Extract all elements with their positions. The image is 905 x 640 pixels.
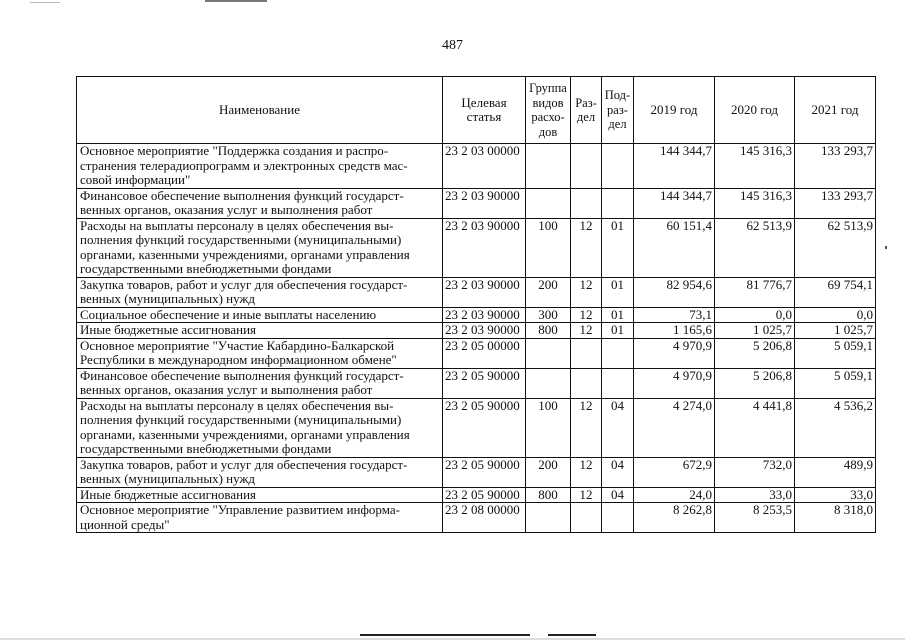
cell-2019: 73,1: [634, 307, 715, 323]
table-row: [77, 503, 876, 533]
scan-artifact-bottom-right: [548, 634, 596, 636]
cell-name: Закупка товаров, работ и услуг для обеспечения государст-венных (муниципальных) нужд: [77, 457, 443, 487]
cell-target-code: 23 2 05 00000: [443, 338, 526, 368]
cell-name: Финансовое обеспечение выполнения функций государст-венных органов, оказания услуг и выполнения работ: [77, 368, 443, 398]
cell-2020: 81 776,7: [715, 277, 795, 307]
cell-section: 12: [571, 457, 602, 487]
cell-name: Финансовое обеспечение выполнения функций государст-венных органов, оказания услуг и выполнения работ: [77, 188, 443, 218]
cell-subsection: [602, 144, 634, 189]
scan-artifact-bottom: [360, 634, 530, 636]
header-subsection: Под-раз-дел: [602, 77, 634, 144]
cell-target-code: 23 2 05 90000: [443, 487, 526, 503]
cell-name: Социальное обеспечение и иные выплаты населению: [77, 307, 443, 323]
cell-target-code: 23 2 05 90000: [443, 457, 526, 487]
cell-name: Основное мероприятие "Управление развитием информа-ционной среды": [77, 503, 443, 533]
table-body: [77, 144, 876, 533]
cell-2021: 5 059,1: [795, 368, 876, 398]
header-2021: 2021 год: [795, 77, 876, 144]
cell-section: 12: [571, 277, 602, 307]
scan-artifact-dot: [885, 246, 887, 249]
cell-2019: 60 151,4: [634, 218, 715, 277]
cell-2020: 62 513,9: [715, 218, 795, 277]
page-number: 487: [442, 38, 463, 53]
cell-expense-group: 800: [526, 487, 571, 503]
cell-2019: 144 344,7: [634, 188, 715, 218]
cell-2020: 145 316,3: [715, 188, 795, 218]
cell-2021: 33,0: [795, 487, 876, 503]
table-row: [77, 368, 876, 398]
table-row: [77, 218, 876, 277]
table-row: [77, 277, 876, 307]
cell-2019: 4 970,9: [634, 368, 715, 398]
cell-expense-group: 300: [526, 307, 571, 323]
cell-expense-group: [526, 503, 571, 533]
cell-2021: 133 293,7: [795, 144, 876, 189]
cell-section: 12: [571, 487, 602, 503]
cell-expense-group: [526, 144, 571, 189]
cell-name: Закупка товаров, работ и услуг для обеспечения государст-венных (муниципальных) нужд: [77, 277, 443, 307]
cell-subsection: 01: [602, 307, 634, 323]
cell-name: Иные бюджетные ассигнования: [77, 323, 443, 339]
cell-target-code: 23 2 03 90000: [443, 188, 526, 218]
table-row: [77, 487, 876, 503]
cell-2019: 24,0: [634, 487, 715, 503]
cell-2021: 62 513,9: [795, 218, 876, 277]
cell-2020: 33,0: [715, 487, 795, 503]
cell-2021: 5 059,1: [795, 338, 876, 368]
cell-2020: 5 206,8: [715, 368, 795, 398]
scan-artifact-top-left: [30, 2, 60, 3]
cell-2019: 1 165,6: [634, 323, 715, 339]
table-row: [77, 338, 876, 368]
cell-section: [571, 368, 602, 398]
cell-2019: 4 274,0: [634, 398, 715, 457]
cell-2021: 489,9: [795, 457, 876, 487]
header-2019: 2019 год: [634, 77, 715, 144]
cell-2020: 5 206,8: [715, 338, 795, 368]
cell-subsection: [602, 338, 634, 368]
cell-section: 12: [571, 218, 602, 277]
cell-2019: 8 262,8: [634, 503, 715, 533]
cell-subsection: 04: [602, 457, 634, 487]
cell-2019: 82 954,6: [634, 277, 715, 307]
cell-name: Расходы на выплаты персоналу в целях обеспечения вы-полнения функций государственными (муниципальными) органами, казенными учреждениями, органами управления государственными внебюджетными фондами: [77, 398, 443, 457]
cell-subsection: 01: [602, 323, 634, 339]
cell-subsection: 04: [602, 487, 634, 503]
cell-2019: 144 344,7: [634, 144, 715, 189]
cell-section: [571, 188, 602, 218]
table-header-row: [77, 77, 876, 144]
cell-section: [571, 503, 602, 533]
cell-2019: 672,9: [634, 457, 715, 487]
cell-subsection: 01: [602, 277, 634, 307]
cell-section: 12: [571, 398, 602, 457]
cell-target-code: 23 2 03 90000: [443, 323, 526, 339]
scan-artifact-top: [205, 0, 267, 2]
cell-expense-group: 100: [526, 218, 571, 277]
table-row: [77, 457, 876, 487]
cell-2021: 8 318,0: [795, 503, 876, 533]
cell-section: [571, 338, 602, 368]
cell-name: Расходы на выплаты персоналу в целях обеспечения вы-полнения функций государственными (муниципальными) органами, казенными учреждениями, органами управления государственными внебюджетными фондами: [77, 218, 443, 277]
cell-2020: 8 253,5: [715, 503, 795, 533]
cell-2021: 1 025,7: [795, 323, 876, 339]
cell-target-code: 23 2 03 90000: [443, 307, 526, 323]
cell-expense-group: [526, 338, 571, 368]
cell-section: [571, 144, 602, 189]
cell-2020: 145 316,3: [715, 144, 795, 189]
cell-expense-group: 200: [526, 457, 571, 487]
cell-name: Основное мероприятие "Поддержка создания и распро-странения телерадиопрограмм и электронных средств мас-совой информации": [77, 144, 443, 189]
cell-subsection: [602, 188, 634, 218]
cell-expense-group: 200: [526, 277, 571, 307]
cell-subsection: 04: [602, 398, 634, 457]
header-expense-group: Группа видов расхо-дов: [526, 77, 571, 144]
cell-target-code: 23 2 03 00000: [443, 144, 526, 189]
cell-section: 12: [571, 323, 602, 339]
cell-2019: 4 970,9: [634, 338, 715, 368]
cell-2021: 4 536,2: [795, 398, 876, 457]
header-target: Целевая статья: [443, 77, 526, 144]
cell-subsection: [602, 503, 634, 533]
header-2020: 2020 год: [715, 77, 795, 144]
cell-2021: 69 754,1: [795, 277, 876, 307]
cell-section: 12: [571, 307, 602, 323]
header-section: Раз-дел: [571, 77, 602, 144]
cell-2020: 732,0: [715, 457, 795, 487]
cell-name: Основное мероприятие "Участие Кабардино-Балкарской Республики в международном информационном обмене": [77, 338, 443, 368]
cell-name: Иные бюджетные ассигнования: [77, 487, 443, 503]
cell-2021: 133 293,7: [795, 188, 876, 218]
header-name: Наименование: [77, 77, 443, 144]
cell-expense-group: [526, 188, 571, 218]
cell-expense-group: 100: [526, 398, 571, 457]
budget-table: [76, 76, 876, 533]
cell-2020: 1 025,7: [715, 323, 795, 339]
cell-subsection: 01: [602, 218, 634, 277]
table-row: [77, 188, 876, 218]
cell-2020: 0,0: [715, 307, 795, 323]
cell-2021: 0,0: [795, 307, 876, 323]
table-row: [77, 307, 876, 323]
cell-subsection: [602, 368, 634, 398]
table-row: [77, 144, 876, 189]
cell-expense-group: 800: [526, 323, 571, 339]
cell-2020: 4 441,8: [715, 398, 795, 457]
cell-target-code: 23 2 05 90000: [443, 368, 526, 398]
table-row: [77, 323, 876, 339]
table-row: [77, 398, 876, 457]
cell-target-code: 23 2 05 90000: [443, 398, 526, 457]
cell-expense-group: [526, 368, 571, 398]
cell-target-code: 23 2 03 90000: [443, 218, 526, 277]
cell-target-code: 23 2 08 00000: [443, 503, 526, 533]
cell-target-code: 23 2 03 90000: [443, 277, 526, 307]
